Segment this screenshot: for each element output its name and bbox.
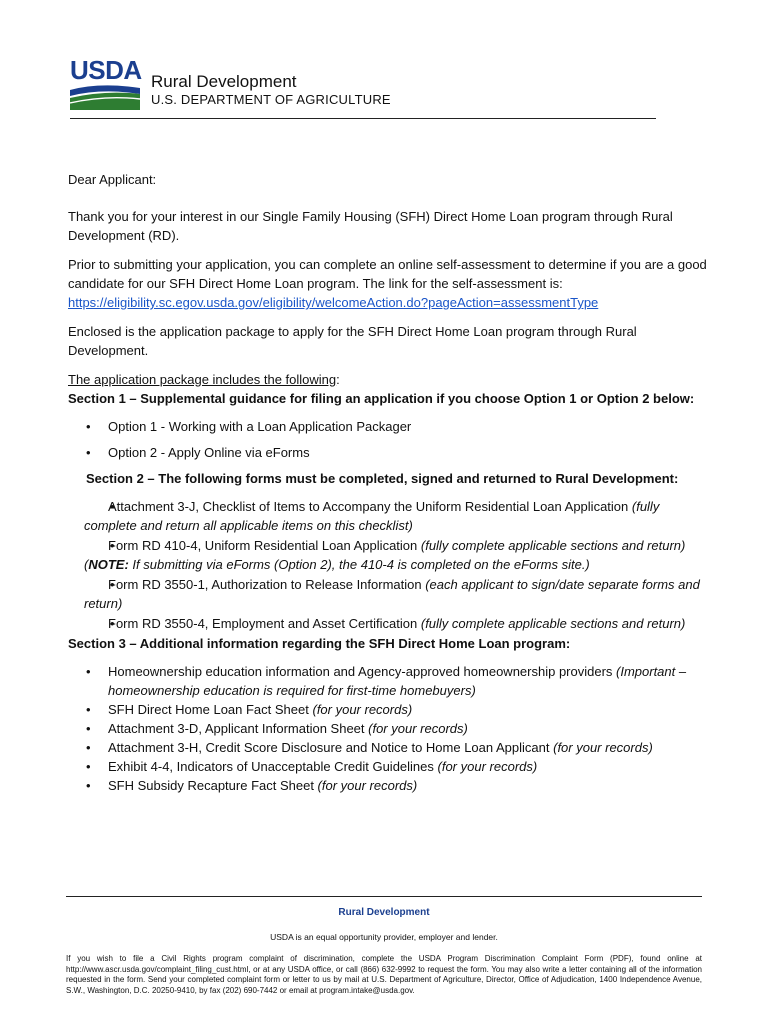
item-note: (fully complete applicable sections and return)	[420, 616, 686, 631]
self-assessment-link[interactable]: https://eligibility.sc.egov.usda.gov/eligibility/welcomeAction.do?pageAction=assessmentType	[68, 295, 599, 310]
self-assessment-text: Prior to submitting your application, you can complete an online self-assessment to determine if you are a good candidate for our SFH Direct Home Loan program. The link for the self-assessment is:	[68, 257, 707, 291]
item-note-tail: If submitting via eForms (Option 2), the 410-4 is completed on the eForms site.)	[128, 557, 590, 572]
section2-list	[68, 497, 708, 633]
paragraph-self-assessment	[68, 255, 708, 312]
item-note: (for your records)	[312, 702, 413, 717]
item-text: SFH Subsidy Recapture Fact Sheet	[108, 778, 318, 793]
equal-opportunity-statement: USDA is an equal opportunity provider, employer and lender.	[270, 932, 498, 942]
item-note: (for your records)	[553, 740, 653, 755]
footer-title: Rural Development	[338, 907, 430, 918]
item-note: (fully complete and return all applicable items on this checklist)	[84, 499, 660, 533]
list-item	[68, 536, 708, 574]
section3-list	[68, 662, 708, 795]
item-note: (for your records)	[437, 759, 538, 774]
list-item	[68, 662, 708, 700]
list-item	[68, 575, 708, 613]
footer	[66, 896, 702, 996]
item-text: Form RD 3550-4, Employment and Asset Certification	[108, 616, 421, 631]
list-item: • Option 2 - Apply Online via eForms	[68, 443, 708, 462]
item-text: Form RD 410-4, Uniform Residential Loan Application	[108, 538, 421, 553]
section1-heading: Section 1 – Supplemental guidance for filing an application if you choose Option 1 or Option 2 below:	[68, 391, 695, 406]
item-text: Attachment 3-J, Checklist of Items to Accompany the Uniform Residential Loan Application	[108, 499, 632, 514]
section2-heading: Section 2 – The following forms must be completed, signed and returned to Rural Development:	[86, 471, 679, 486]
item-note: (Important – homeownership education is required for first-time homebuyers)	[108, 664, 687, 698]
item-text: Attachment 3-D, Applicant Information Sheet	[108, 721, 369, 736]
item-text: Exhibit 4-4, Indicators of Unacceptable Credit Guidelines	[108, 759, 438, 774]
item-note: (each applicant to sign/date separate forms and return)	[84, 577, 700, 611]
item-note-bold: NOTE:	[88, 557, 129, 572]
includes-colon: :	[336, 372, 340, 387]
includes-line	[68, 370, 708, 389]
footer-divider	[66, 896, 702, 897]
item-text: Attachment 3-H, Credit Score Disclosure and Notice to Home Loan Applicant	[108, 740, 554, 755]
item-text: SFH Direct Home Loan Fact Sheet	[108, 702, 313, 717]
item-note: (fully complete applicable sections and return) (	[84, 538, 686, 572]
org-name: Rural Development	[151, 72, 297, 91]
letter-body	[68, 170, 708, 795]
section3-heading: Section 3 – Additional information regarding the SFH Direct Home Loan program:	[68, 636, 571, 651]
paragraph-intro: Thank you for your interest in our Single Family Housing (SFH) Direct Home Loan program through Rural Development (RD).	[68, 209, 673, 243]
item-text: Homeownership education information and Agency-approved homeownership providers	[108, 664, 617, 679]
list-item	[68, 719, 708, 738]
item-note: (for your records)	[317, 778, 418, 793]
includes-label: The application package includes the following	[68, 372, 337, 387]
item-note: (for your records)	[368, 721, 468, 736]
item-text: Form RD 3550-1, Authorization to Release Information	[108, 577, 426, 592]
list-item	[68, 776, 708, 795]
usda-logo	[70, 55, 142, 110]
civil-rights-notice: If you wish to file a Civil Rights program complaint of discrimination, complete the USDA Program Discrimination Complaint Form (PDF), found online at http://www.ascr.usda.gov/complaint_filing_cust.html, or at any USDA office, or call (866) 632-9992 to request the form. You may also write a letter containing all of the information requested in the form. Send your completed complaint form or letter to us by mail at U.S. Department of Agriculture, Director, Office of Adjudication, 1400 Independence Avenue, S.W., Washington, D.C. 20250-9410, by fax (202) 690-7442 or email at program.intake@usda.gov.	[66, 954, 702, 995]
list-item	[68, 497, 708, 535]
org-subtitle: U.S. DEPARTMENT OF AGRICULTURE	[151, 92, 391, 107]
list-item	[68, 614, 708, 633]
usda-hills-icon	[70, 84, 140, 110]
header-divider	[70, 118, 656, 119]
list-item: • Option 1 - Working with a Loan Application Packager	[68, 417, 708, 436]
salutation: Dear Applicant:	[68, 172, 157, 187]
usda-logo-text: USDA	[70, 55, 142, 85]
paragraph-enclosed: Enclosed is the application package to apply for the SFH Direct Home Loan program through Rural Development.	[68, 324, 637, 358]
list-item	[68, 738, 708, 757]
letterhead	[70, 55, 656, 120]
list-item	[68, 700, 708, 719]
list-item	[68, 757, 708, 776]
section1-list	[68, 417, 708, 462]
